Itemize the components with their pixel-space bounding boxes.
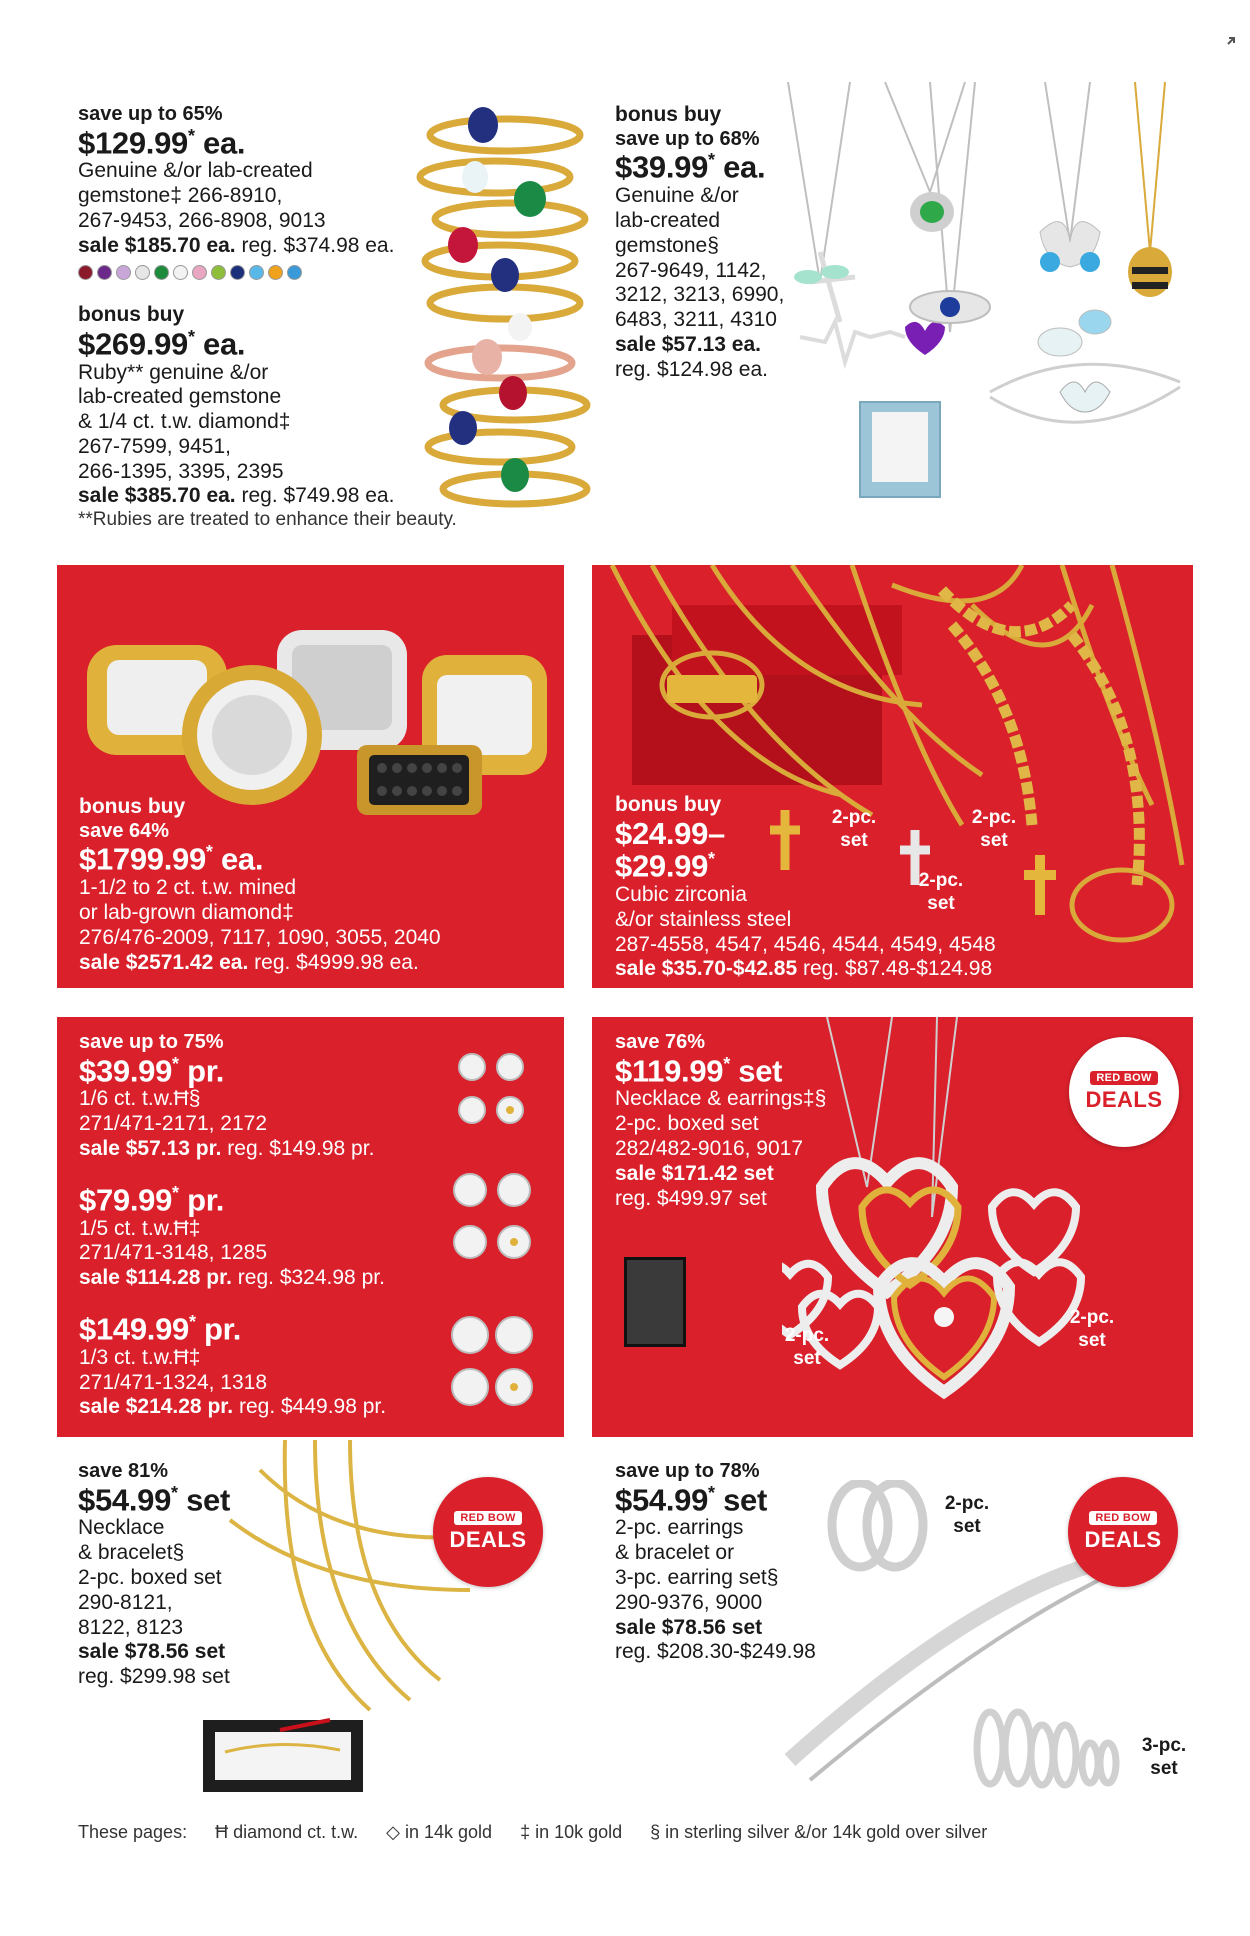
ruby-note: **Rubies are treated to enhance their beauty.: [78, 509, 457, 531]
hearts-sale: sale $171.42 set: [615, 1161, 774, 1185]
studs-sale-1: sale $57.13 pr.: [79, 1137, 222, 1160]
studs-reg-2: reg. $324.98 pr.: [231, 1266, 385, 1290]
gem-rings-sale: sale $185.70 ea.: [78, 233, 236, 257]
mens-rings-desc-1: 1-1/2 to 2 ct. t.w. mined: [79, 876, 297, 900]
mens-rings-desc-2: or lab-grown diamond‡: [79, 901, 294, 924]
studs-sale-2: sale $114.28 pr.: [79, 1266, 232, 1290]
ruby-rings-copy: [78, 303, 457, 532]
mens-rings-price: $1799.99* ea.: [79, 841, 264, 877]
studs-skus-2: 271/471-3148, 1285: [79, 1241, 268, 1265]
mens-rings-reg: reg. $4999.98 ea.: [248, 950, 419, 974]
red-bow-deals-badge: RED BOW DEALS: [1069, 1037, 1179, 1147]
gem-color-swatches: [78, 265, 394, 280]
footer-item-10k: ‡ in 10k gold: [520, 1822, 623, 1842]
ruby-desc-4: 267-7599, 9451,: [78, 434, 231, 458]
gem-swatch-10: [268, 265, 283, 280]
hearts-gift-box: [624, 1257, 686, 1347]
hearts-price: $119.99* set: [615, 1052, 783, 1088]
gem-swatch-7: [211, 265, 226, 280]
studs-spec-1: 1/6 ct. t.w.Ħ§: [79, 1087, 201, 1111]
chains-desc-3: 287-4558, 4547, 4546, 4544, 4549, 4548: [615, 932, 996, 956]
pendants-desc-4: 267-9649, 1142,: [615, 258, 767, 282]
mens-rings-panel: [57, 565, 564, 988]
necklace-set-desc-5: 8122, 8123: [78, 1615, 184, 1639]
necklace-set-desc-4: 290-8121,: [78, 1590, 173, 1614]
ruby-desc-1: Ruby** genuine &/or: [78, 360, 269, 384]
pendants-save: save up to 68%: [615, 127, 760, 150]
hearts-save: save 76%: [615, 1031, 706, 1053]
mens-rings-copy: [79, 795, 441, 975]
footer-item-silver: § in sterling silver &/or 14k gold over silver: [650, 1822, 988, 1842]
chains-desc-2: &/or stainless steel: [615, 907, 792, 931]
ruby-reg: reg. $749.98 ea.: [235, 484, 395, 508]
hearts-desc-1: Necklace & earrings‡§: [615, 1087, 827, 1111]
footer-item-diamond: Ħ diamond ct. t.w.: [215, 1822, 359, 1842]
gem-swatch-3: [135, 265, 150, 280]
earring-set-desc-3: 3-pc. earring set§: [615, 1566, 779, 1589]
pendants-desc-1: Genuine &/or: [615, 184, 739, 208]
chains-headline: bonus buy: [615, 793, 722, 816]
red-bow-deals-badge-2: RED BOW DEALS: [433, 1477, 543, 1587]
necklace-set-reg: reg. $299.98 set: [78, 1665, 230, 1689]
ruby-sale: sale $385.70 ea.: [78, 484, 236, 508]
ruby-desc-2: lab-created gemstone: [78, 385, 282, 409]
gem-swatch-0: [78, 265, 93, 280]
studs-spec-3: 1/3 ct. t.w.Ħ‡: [79, 1345, 201, 1369]
chains-price-a: $24.99–: [615, 815, 725, 851]
necklace-set-desc-2: & bracelet§: [78, 1541, 185, 1565]
gem-swatch-11: [287, 265, 302, 280]
necklace-set-desc-1: Necklace: [78, 1516, 165, 1540]
studs-price-3: $149.99* pr.: [79, 1311, 242, 1347]
studs-reg-1: reg. $149.98 pr.: [221, 1137, 375, 1160]
earring-set-price: $54.99* set: [615, 1481, 767, 1517]
mens-rings-desc-3: 276/476-2009, 7117, 1090, 3055, 2040: [79, 925, 441, 949]
studs-image: [442, 1047, 552, 1427]
mens-rings-headline: bonus buy: [79, 795, 186, 818]
ruby-headline: bonus buy: [78, 303, 185, 326]
gem-swatch-4: [154, 265, 169, 280]
gem-rings-save: save up to 65%: [78, 103, 223, 125]
mens-rings-save: save 64%: [79, 819, 170, 842]
chains-reg: reg. $87.48-$124.98: [797, 957, 993, 981]
hearts-reg: reg. $499.97 set: [615, 1186, 767, 1210]
gem-swatch-5: [173, 265, 188, 280]
hearts-desc-2: 2-pc. boxed set: [615, 1112, 759, 1136]
gem-swatch-8: [230, 265, 245, 280]
studs-spec-2: 1/5 ct. t.w.Ħ‡: [79, 1216, 201, 1240]
pendants-sale: sale $57.13 ea.: [615, 332, 761, 356]
earring-set-sale: sale $78.56 set: [615, 1615, 763, 1639]
gem-rings-reg: reg. $374.98 ea.: [235, 233, 395, 257]
earring-set-desc-2: & bracelet or: [615, 1541, 735, 1565]
gem-swatch-9: [249, 265, 264, 280]
necklace-set-save: save 81%: [78, 1460, 169, 1482]
earring-set-reg: reg. $208.30-$249.98: [615, 1640, 816, 1664]
gem-rings-image: [405, 95, 605, 535]
chains-desc-1: Cubic zirconia: [615, 883, 747, 907]
studs-skus-3: 271/471-1324, 1318: [79, 1370, 268, 1394]
chains-set-label-1: 2-pc. set: [831, 807, 877, 851]
chains-set-label-2: 2-pc. set: [971, 807, 1017, 851]
earring-set-label-2: 3-pc. set: [1141, 1735, 1187, 1779]
footer-legend: [78, 1822, 987, 1843]
ruby-desc-3: & 1/4 ct. t.w. diamond‡: [78, 410, 291, 434]
gem-swatch-1: [97, 265, 112, 280]
hearts-set-label-2: 2-pc. set: [1069, 1307, 1115, 1351]
necklace-set-sale: sale $78.56 set: [78, 1640, 226, 1664]
pendants-desc-6: 6483, 3211, 4310: [615, 308, 777, 332]
studs-skus-1: 271/471-2171, 2172: [79, 1112, 268, 1136]
hearts-desc-3: 282/482-9016, 9017: [615, 1137, 804, 1160]
red-bow-deals-badge-3: RED BOW DEALS: [1068, 1477, 1178, 1587]
chains-panel: [592, 565, 1193, 988]
pendants-reg: reg. $124.98 ea.: [615, 357, 768, 381]
ruby-desc-5: 266-1395, 3395, 2395: [78, 459, 284, 483]
gem-rings-desc-1: Genuine &/or lab-created: [78, 159, 313, 183]
pendants-desc-5: 3212, 3213, 6990,: [615, 283, 785, 307]
gem-rings-desc-3: 267-9453, 266-8908, 9013: [78, 209, 326, 232]
hearts-set-label-1: 2-pc. set: [784, 1325, 830, 1369]
gem-rings-desc-2: gemstone‡ 266-8910,: [78, 184, 283, 208]
studs-panel: [57, 1017, 564, 1437]
hearts-panel: [592, 1017, 1193, 1437]
pendants-headline: bonus buy: [615, 103, 722, 126]
pendants-copy: [615, 103, 784, 382]
studs-copy: [79, 1031, 386, 1420]
necklace-set-desc-3: 2-pc. boxed set: [78, 1566, 222, 1589]
earring-set-desc-4: 290-9376, 9000: [615, 1590, 763, 1614]
earring-set-save: save up to 78%: [615, 1460, 760, 1482]
mens-rings-sale: sale $2571.42 ea.: [79, 950, 249, 974]
chains-set-label-3: 2-pc. set: [918, 870, 964, 914]
chains-price-b: $29.99*: [615, 848, 715, 884]
pendants-image: [780, 82, 1200, 512]
earring-set-desc-1: 2-pc. earrings: [615, 1516, 744, 1540]
gem-rings-price: $129.99* ea.: [78, 124, 246, 160]
footer-lead: These pages:: [78, 1822, 188, 1842]
studs-price-1: $39.99* pr.: [79, 1052, 225, 1088]
chains-sale: sale $35.70-$42.85: [615, 957, 798, 981]
earring-set-label-1: 2-pc. set: [944, 1493, 990, 1537]
studs-save: save up to 75%: [79, 1031, 224, 1053]
ruby-price: $269.99* ea.: [78, 326, 246, 362]
pendants-desc-2: lab-created: [615, 209, 721, 232]
studs-reg-3: reg. $449.98 pr.: [233, 1395, 387, 1419]
gem-rings-copy: [78, 103, 394, 280]
chains-copy: [615, 793, 996, 982]
gem-swatch-2: [116, 265, 131, 280]
pendants-desc-3: gemstone§: [615, 233, 719, 257]
footer-item-14k: ◇ in 14k gold: [386, 1822, 493, 1842]
pendants-price: $39.99* ea.: [615, 149, 766, 185]
studs-price-2: $79.99* pr.: [79, 1182, 225, 1218]
necklace-set-price: $54.99* set: [78, 1481, 230, 1517]
gem-swatch-6: [192, 265, 207, 280]
studs-sale-3: sale $214.28 pr.: [79, 1395, 234, 1419]
corner-mark-icon: [1226, 36, 1236, 46]
hearts-image: [782, 1017, 1092, 1437]
